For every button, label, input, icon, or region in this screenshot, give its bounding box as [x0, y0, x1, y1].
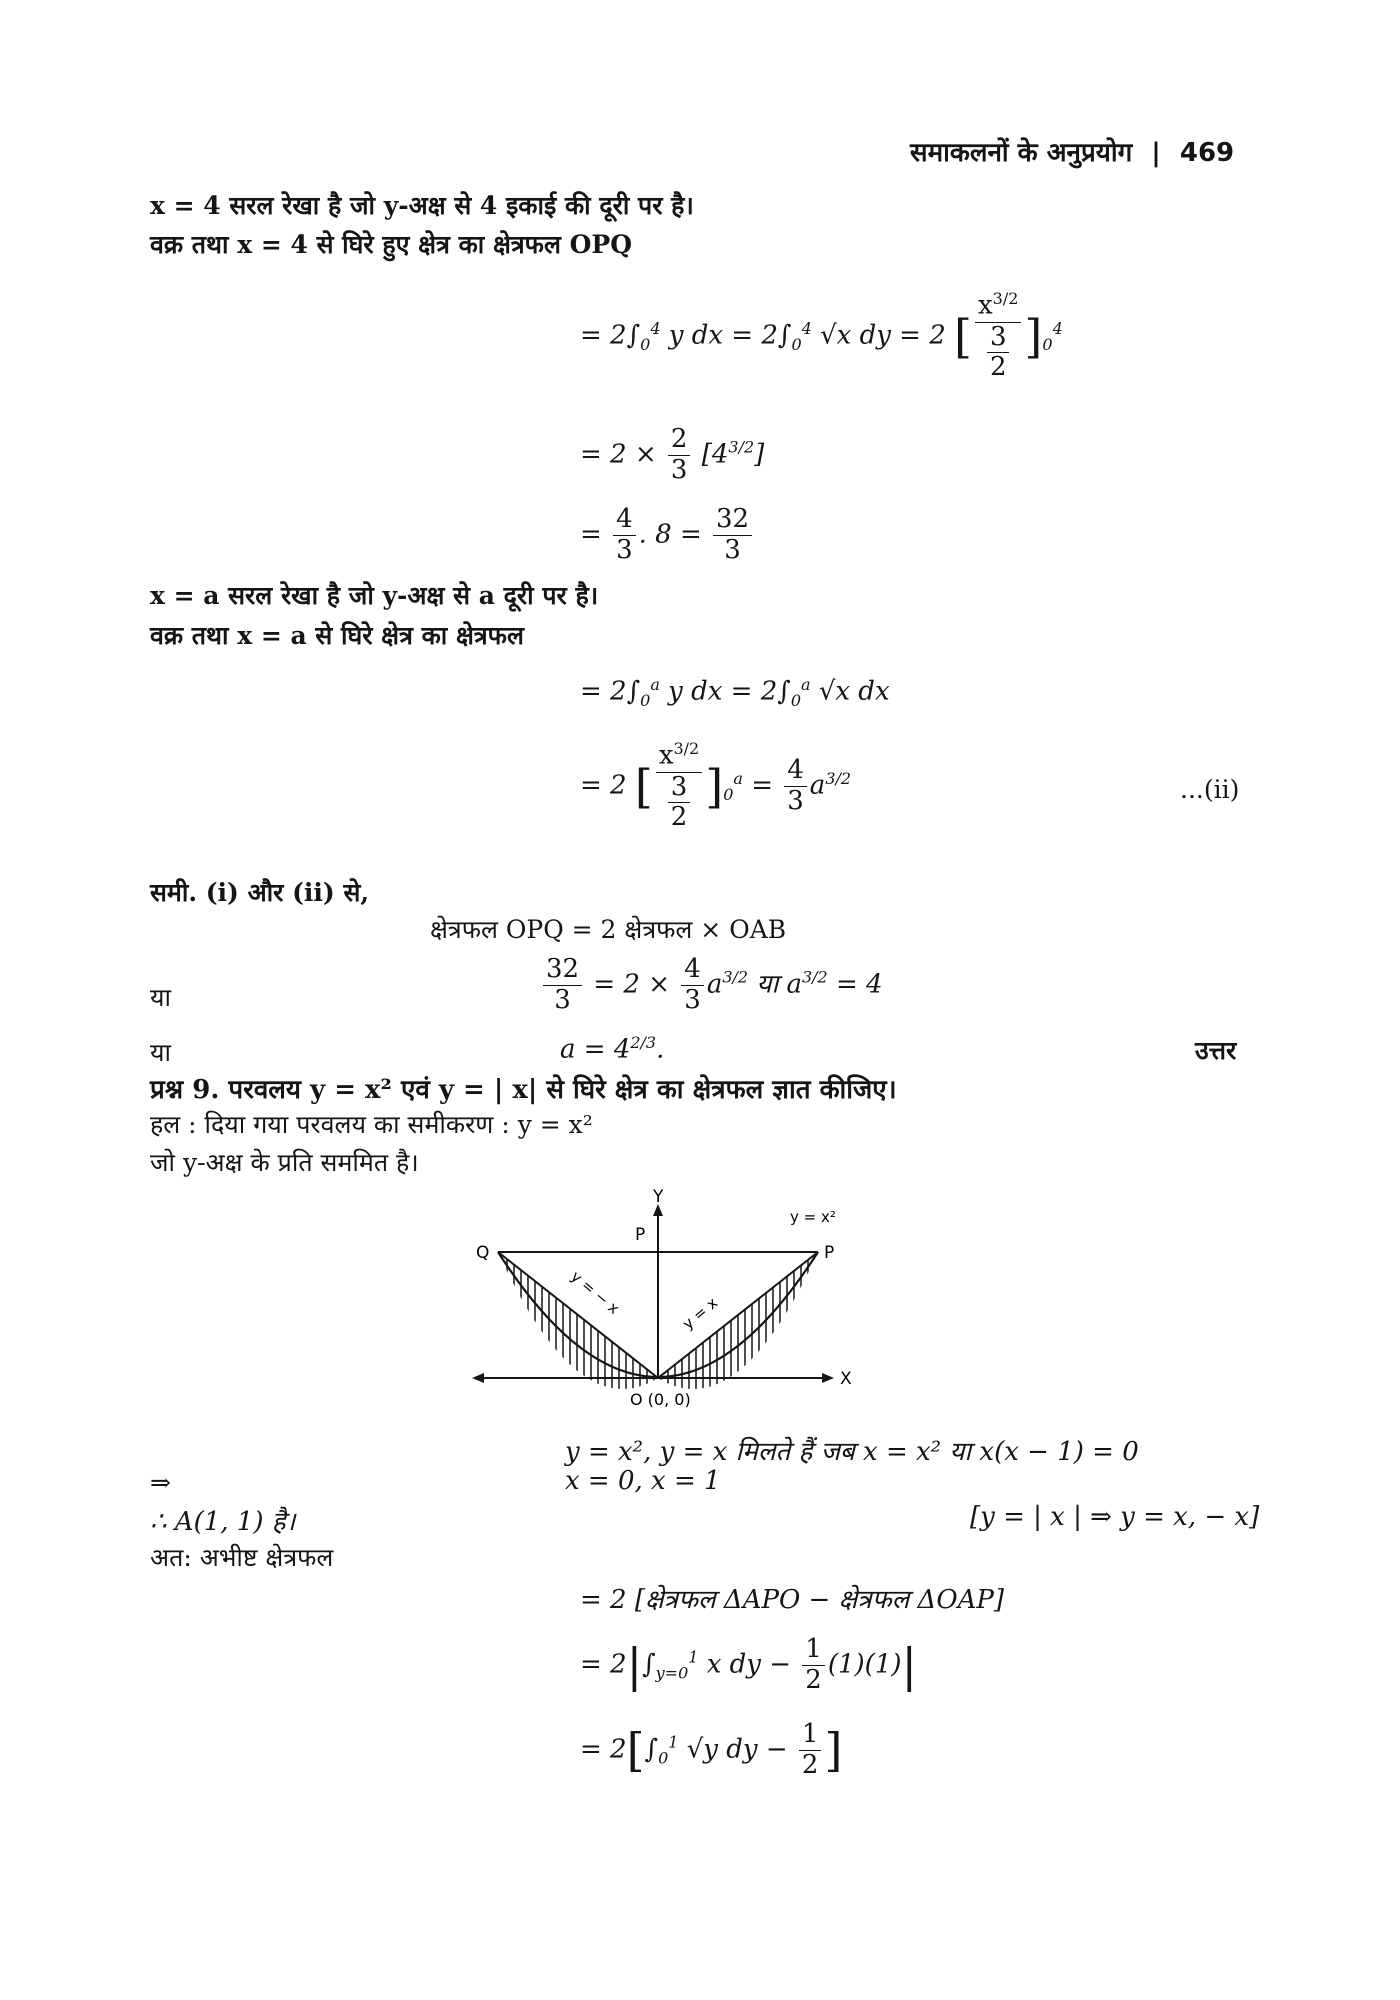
therefore-line: ∴ A(1, 1) है।	[150, 1507, 296, 1537]
running-header	[910, 133, 1234, 169]
x-axis-arrow-right	[822, 1373, 834, 1383]
line-pos-label: y = x	[679, 1293, 722, 1334]
solution-line: हल : दिया गया परवलय का समीकरण : y = x²	[150, 1110, 593, 1139]
required-area-line: अत: अभीष्ट क्षेत्रफल	[150, 1543, 334, 1572]
meet-line: y = x², y = x मिलते हैं जब x = x² या x(x − 1) = 0	[565, 1437, 1139, 1467]
x-axis-label: X	[840, 1369, 852, 1389]
origin-label: O (0, 0)	[630, 1390, 691, 1409]
header-title: समाकलनों के अनुप्रयोग	[910, 138, 1133, 168]
text-line-1: x = 4 सरल रेखा है जो y-अक्ष से 4 इकाई की दूरी पर है।	[150, 191, 694, 220]
point-P-right-label: P	[824, 1243, 835, 1263]
text-line-4: वक्र तथा x = a से घिरे क्षेत्र का क्षेत्रफल	[150, 621, 524, 650]
text-line-2: वक्र तथा x = 4 से घिरे हुए क्षेत्र का क्षेत्रफल OPQ	[150, 230, 632, 259]
equation-1: = $2\int_0^4$ y dx = $2\int_0^4$ √x dy = 2 [ $\frac{x^{3/2}}{\frac{3}{2}}$ ]$_0^4$	[580, 289, 1063, 383]
question-9: प्रश्न 9. परवलय y = x² एवं y = | x| से घिरे क्षेत्र का क्षेत्रफल ज्ञात कीजिए।	[150, 1075, 897, 1105]
y-axis-label: Y	[653, 1187, 664, 1207]
x-axis-arrow-left	[472, 1373, 484, 1383]
text-line-5: समी. (i) और (ii) से,	[150, 878, 370, 907]
roots-line: x = 0, x = 1	[565, 1466, 721, 1496]
point-P-top-label: P	[635, 1225, 646, 1245]
ya-label-2: या	[150, 1038, 171, 1067]
answer-label: उत्तर	[1195, 1036, 1237, 1065]
header-separator: |	[1151, 138, 1161, 168]
note-line: [y = | x | ⇒ y = x, − x]	[970, 1502, 1260, 1532]
step-2: = $2|\int_{y=0}^1$ x dy − $\frac{1}{2}$ (1)(1)|	[580, 1634, 918, 1695]
point-Q-label: Q	[476, 1243, 490, 1263]
step-3: = $2[\int_0^1$ √y dy − $\frac{1}{2}$ ]	[580, 1719, 843, 1780]
equation-label-ii: ...(ii)	[1180, 775, 1240, 804]
step-1: = 2 [क्षेत्रफल ΔAPO − क्षेत्रफल ΔOAP]	[580, 1585, 1005, 1615]
equation-6: $\frac{32}{3}$ = 2 × $\frac{4}{3}$ $a^{3/2}$ या $a^{3/2} = 4$	[540, 955, 883, 1016]
implies-symbol: ⇒	[150, 1468, 171, 1497]
text-line-6: क्षेत्रफल OPQ = 2 क्षेत्रफल × OAB	[430, 915, 787, 944]
curve-label: y = x²	[790, 1208, 836, 1226]
line-neg-label: y = − x	[567, 1267, 623, 1318]
equation-7: $a = 4^{2/3}$.	[560, 1033, 665, 1065]
text-line-3: x = a सरल रेखा है जो y-अक्ष से a दूरी पर है।	[150, 581, 599, 610]
page-number: 469	[1179, 138, 1235, 168]
ya-label-1: या	[150, 983, 171, 1012]
equation-3: = $\frac{4}{3}$ . 8 = $\frac{32}{3}$	[580, 505, 755, 566]
equation-2: = 2 × $\frac{2}{3}$ $[4^{3/2}]$	[580, 424, 765, 485]
equation-5: = 2 [ $\frac{x^{3/2}}{\frac{3}{2}}$ ]$_0^a$ = $\frac{4}{3}$ $a^{3/2}$	[580, 739, 852, 833]
parabola-figure	[470, 1180, 870, 1420]
symmetry-line: जो y-अक्ष के प्रति सममित है।	[150, 1148, 419, 1177]
equation-4: = $2\int_0^a$ y dx = $2\int_0^a$ √x dx	[580, 675, 890, 710]
